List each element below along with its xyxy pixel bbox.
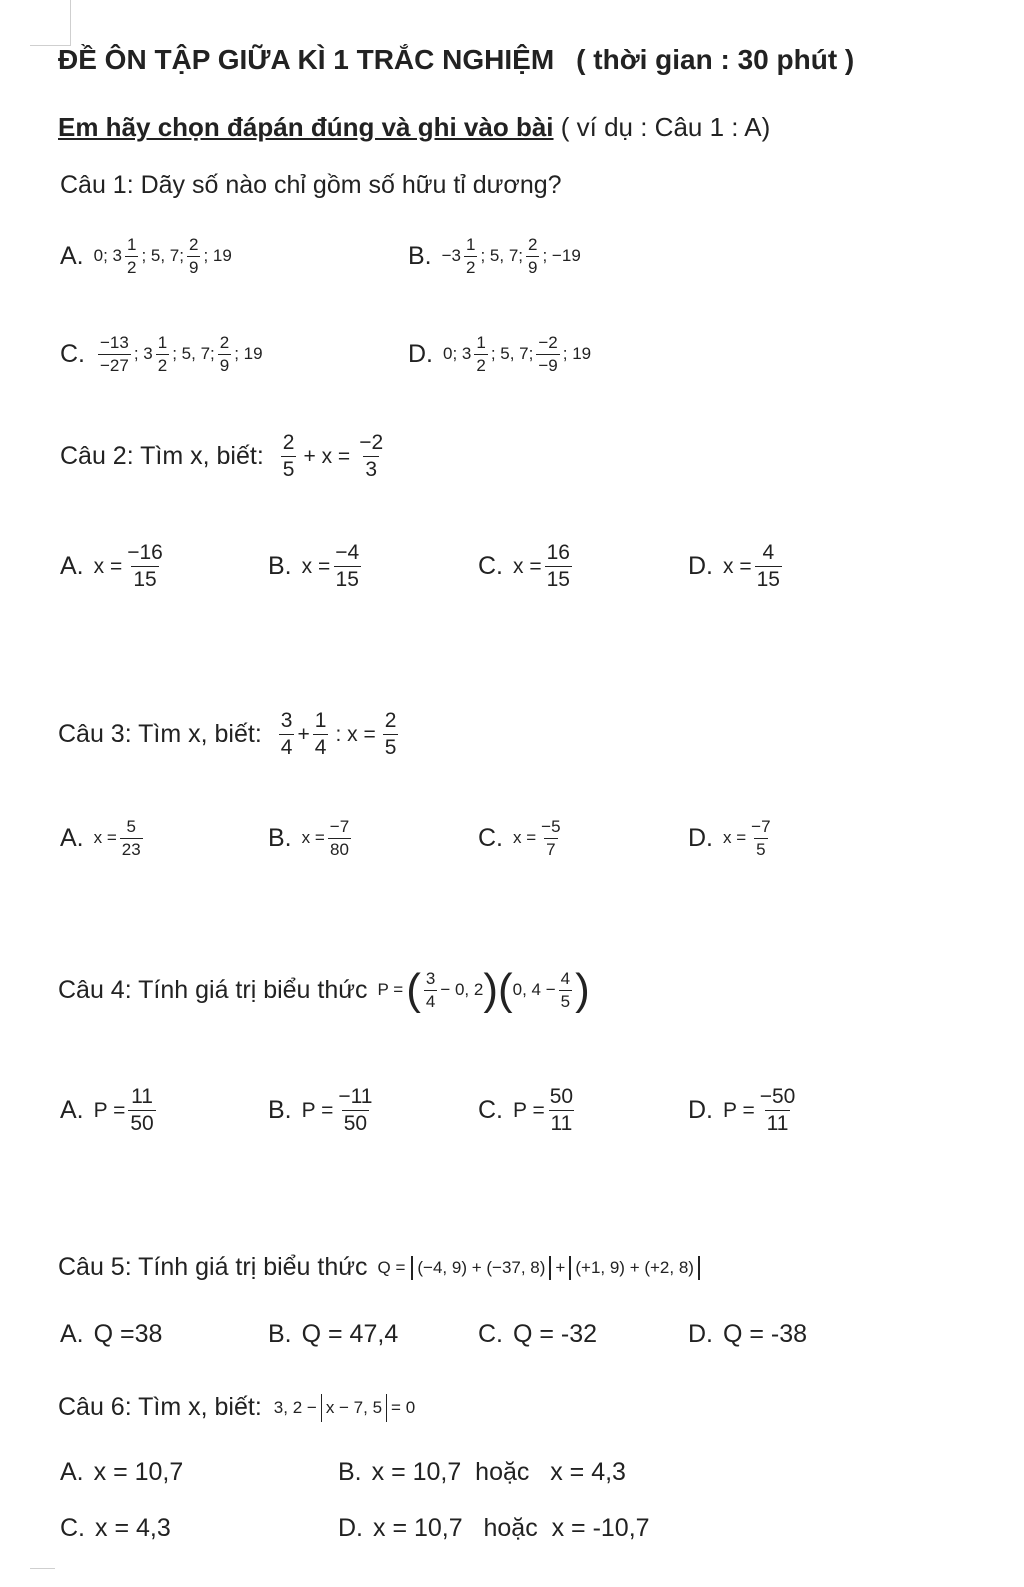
q4-option-a[interactable]: A. P = $\frac{11}{50}$ xyxy=(60,1085,154,1136)
q4-option-d[interactable]: D. P = $\frac{-50}{11}$ xyxy=(688,1085,796,1136)
question-6-prompt: Câu 6: Tìm x, biết: 3, 2 − x − 7, 5 = 0 xyxy=(58,1393,416,1421)
question-1-prompt: Câu 1: Dãy số nào chỉ gồm số hữu tỉ dương? xyxy=(60,171,562,199)
question-2-prompt: Câu 2: Tìm x, biết: 2 5 + x = $\frac{-2}{3}$ xyxy=(60,431,384,482)
q4-option-c[interactable]: C. P = $\frac{50}{11}$ xyxy=(478,1085,574,1136)
q6-option-c[interactable]: C. x = 4,3 xyxy=(60,1514,171,1542)
q6-option-a[interactable]: A. x = 10,7 xyxy=(60,1458,184,1486)
paren-close: ) xyxy=(575,965,590,1014)
exam-title: ĐỀ ÔN TẬP GIỮA KÌ 1 TRẮC NGHIỆM ( thời gian : 30 phút ) xyxy=(58,44,855,75)
q2-option-d[interactable]: D. x = $\frac{4}{15}$ xyxy=(688,541,780,592)
q6-option-d[interactable]: D. x = 10,7 hoặc x = -10,7 xyxy=(338,1514,650,1542)
q1-option-a[interactable]: A. 0; 3 1 2 ; 5, 7; 2 9 ; 19 xyxy=(60,235,232,277)
question-3-prompt: Câu 3: Tìm x, biết: 3 4 + $\frac{1}{4}$ : x = $\frac{2}{5}$ xyxy=(58,709,397,760)
q5-option-a[interactable]: A. Q =38 xyxy=(60,1320,163,1348)
q2-option-c[interactable]: C. x = $\frac{16}{15}$ xyxy=(478,541,570,592)
q5-option-c[interactable]: C. Q = -32 xyxy=(478,1320,598,1348)
question-4-prompt: Câu 4: Tính giá trị biểu thức P = ( 3 4 − 0, 2 ) ( 0, 4 − $\frac{4}{5}$ ) xyxy=(58,965,590,1014)
q3-option-c[interactable]: C. x = $\frac{-5}{7}$ xyxy=(478,817,561,859)
q2-option-a[interactable]: A. x = $\frac{-16}{15}$ xyxy=(60,541,163,592)
q5-option-d[interactable]: D. Q = -38 xyxy=(688,1320,808,1348)
q1-option-c[interactable]: C. −13 −27 ; 3 1 2 ; 5, 7; 2 9 ; 19 xyxy=(60,333,263,375)
q1-option-d[interactable]: D. 0; 3 1 2 ; 5, 7; −2 −9 ; 19 xyxy=(408,333,592,375)
page-corner-mark xyxy=(30,0,71,46)
paren-open: ( xyxy=(406,965,421,1014)
q1-option-b[interactable]: B. −3 1 2 ; 5, 7; 2 9 ; −19 xyxy=(408,235,581,277)
paren-close: ) xyxy=(483,965,498,1014)
q6-option-b[interactable]: B. x = 10,7 hoặc x = 4,3 xyxy=(338,1458,626,1486)
q3-option-b[interactable]: B. x = $\frac{-7}{80}$ xyxy=(268,817,350,859)
paren-open: ( xyxy=(497,965,513,1014)
absolute-value: x − 7, 5 xyxy=(321,1394,387,1422)
q5-option-b[interactable]: B. Q = 47,4 xyxy=(268,1320,399,1348)
q2-option-b[interactable]: B. x = $\frac{-4}{15}$ xyxy=(268,541,360,592)
instruction: Em hãy chọn đápán đúng và ghi vào bài ( ví dụ : Câu 1 : A) xyxy=(58,112,771,142)
page-corner-mark xyxy=(30,1568,55,1587)
question-5-prompt: Câu 5: Tính giá trị biểu thức Q = (−4, 9) + (−37, 8) + (+1, 9) + (+2, 8) xyxy=(58,1253,700,1282)
q4-option-b[interactable]: B. P = $\frac{-11}{50}$ xyxy=(268,1085,373,1136)
q3-option-d[interactable]: D. x = $\frac{-7}{5}$ xyxy=(688,817,771,859)
q3-option-a[interactable]: A. x = $\frac{5}{23}$ xyxy=(60,817,141,859)
